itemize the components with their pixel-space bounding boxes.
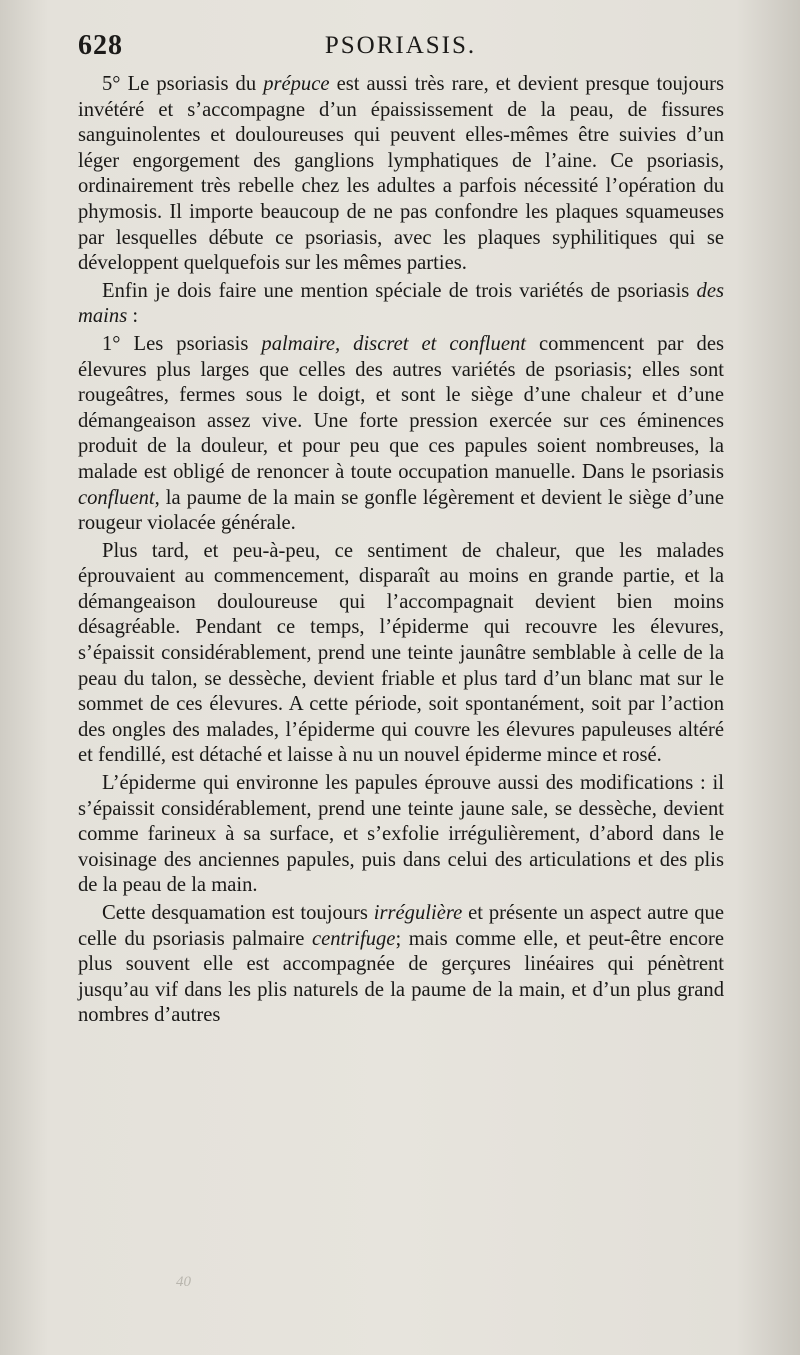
page-number: 628 [78,30,123,61]
text-segment: est aussi très rare, et devient presque toujours invétéré et s’accompagne d’un épaississement de la peau, de fissures sanguinolentes et douloureuses qui peuvent elles-mêmes être suivies d’un léger engorgement des ganglions lymphatiques de l’aine. Ce psoriasis, ordinairement très rebelle chez les adultes a parfois nécessité l’opération du phymosis. Il importe beaucoup de ne pas confondre les plaques squameuses par lesquelles débute ce psoriasis, avec les plaques syphilitiques qui se développent quelquefois sur les mêmes parties. [78,73,724,275]
italic-text: des mains [78,279,724,328]
text-segment: , la paume de la main se gonfle légèrement et devient le siège d’une rougeur violacée générale. [78,486,724,535]
paragraph [78,72,724,277]
text-segment: L’épiderme qui environne les papules éprouve aussi des modifications : il s’épaissit considérablement, prend une teinte jaune sale, se dessèche, devient comme farineux à sa surface, et s’exfolie irrégulièrement, d’abord dans le voisinage des anciennes papules, puis dans celui des articulations et des plis de la peau de la main. [78,772,724,897]
text-segment: ; mais comme elle, et peut-être encore plus souvent elle est accompagnée de gerçures linéaires qui pénètrent jusqu’au vif dans les plis naturels de la paume de la main, et d’un plus grand nombres d’autres [78,927,724,1027]
italic-text: confluent [78,486,155,509]
paragraph [78,901,724,1029]
body-text [78,72,724,1029]
paragraph [78,539,724,769]
italic-text: prépuce [263,73,330,95]
italic-text: palmaire, discret et confluent [261,332,526,355]
paragraph [78,771,724,899]
text-segment: Enfin je dois faire une mention spéciale de trois variétés de psoriasis [102,279,697,302]
text-segment: 1° Les psoriasis [102,332,262,355]
footer-mark: 40 [176,1274,191,1290]
running-title: PSORIASIS. [324,32,477,59]
text-segment: Cette desquamation est toujours [102,902,374,924]
text-segment: : [127,305,139,328]
italic-text: irrégulière [373,902,463,924]
text-segment: commencent par des élevures plus larges que celles des autres variétés de psoriasis; elles sont rougeâtres, fermes sous le doigt, et sont le siège d’une chaleur et d’une démangeaison assez vive. Une forte pression exercée sur ces éminences produit de la douleur, et pour peu que ces papules soient nombreuses, la malade est obligé de renoncer à toute occupation manuelle. Dans le psoriasis [78,332,724,483]
text-segment: Plus tard, et peu-à-peu, ce sentiment de chaleur, que les malades éprouvaient au commencement, disparaît au moins en grande partie, et la démangeaison douloureuse qui l’accompagnait devient bien moins désagréable. Pendant ce temps, l’épiderme qui recouvre les élevures, s’épaissit considérablement, prend une teinte jaunâtre semblable à celle de la peau du talon, se dessèche, devient friable et plus tard d’un blanc mat sur le sommet de ces élevures. A cette période, soit spontanément, soit par l’action des ongles des malades, l’épiderme qui couvre les élevures papuleuses altéré et fendillé, est détaché et laisse à nu un nouvel épiderme mince et rosé. [78,539,724,767]
text-segment: et présente un aspect autre que celle du psoriasis palmaire [78,902,724,950]
page-header [78,30,723,70]
italic-text: centrifuge [311,927,396,950]
paragraph [78,279,724,330]
paragraph [78,332,724,537]
text-segment: 5° Le psoriasis du [102,73,264,95]
